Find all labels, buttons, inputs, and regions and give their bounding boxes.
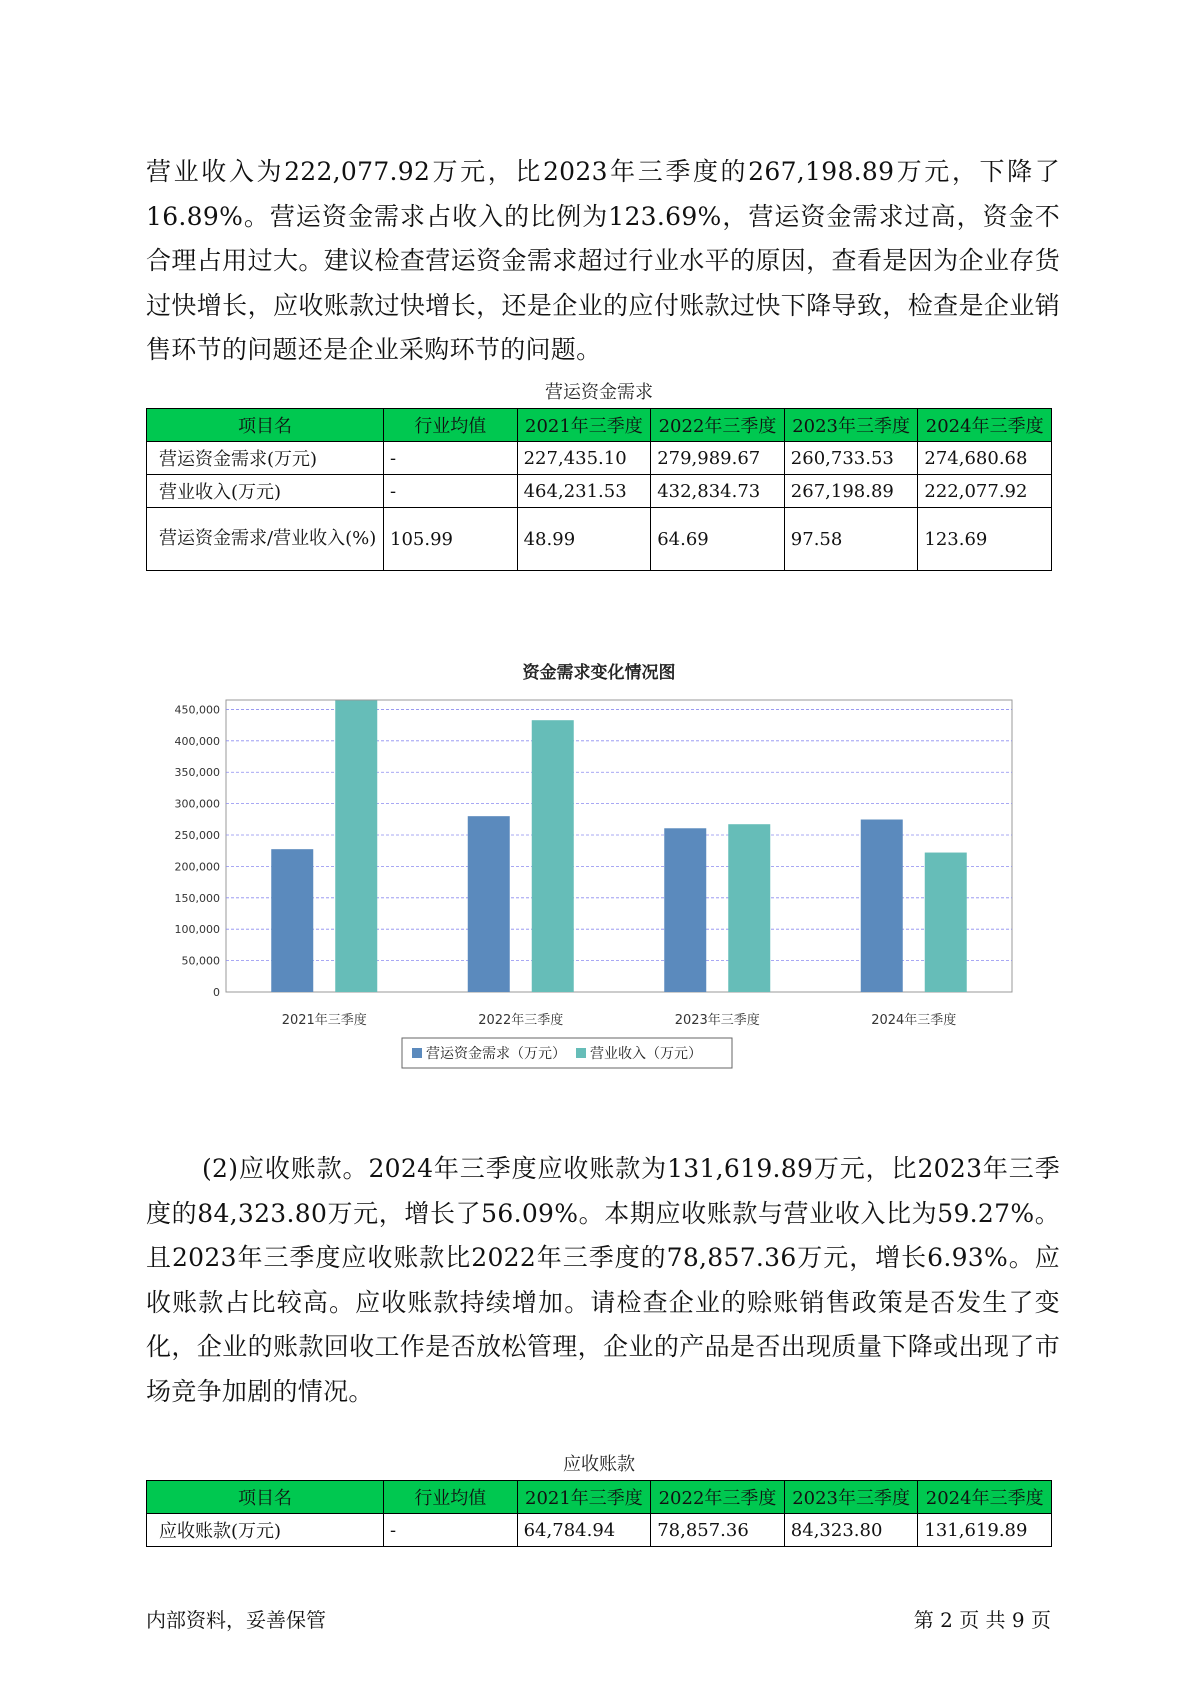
y-tick-label: 400,000 [174,734,220,748]
table-cell: 260,733.53 [784,442,918,475]
table-cell: 279,989.67 [651,442,785,475]
table-cell: 432,834.73 [651,475,785,508]
table-row [147,1514,1052,1547]
y-tick-label: 350,000 [174,766,220,780]
table-cell: 97.58 [784,508,918,571]
bar-revenue [925,853,967,992]
table-cell: 222,077.92 [918,475,1052,508]
row-label: 营运资金需求/营业收入(%) [147,508,384,571]
table-header-row [147,1481,1052,1514]
table-cell: 227,435.10 [517,442,651,475]
bar-capital-demand [468,816,510,992]
y-tick-label: 300,000 [174,797,220,811]
y-tick-label: 150,000 [174,891,220,905]
bar-capital-demand [271,849,313,992]
table-cell: 84,323.80 [784,1514,918,1547]
row-label: 应收账款(万元) [147,1514,384,1547]
y-tick-label: 50,000 [181,954,220,968]
body-paragraph-2: (2)应收账款。2024年三季度应收账款为131,619.89万元，比2023年三季度的84,323.80万元，增长了56.09%。本期应收账款与营业收入比为59.27%。且2023年三季度应收账款比2022年三季度的78,857.36万元，增长6.93%。应收账款占比较高。应收账款持续增加。请检查企业的赊账销售政策是否发生了变化，企业的账款回收工作是否放松管理，企业的产品是否出现质量下降或出现了市场竞争加剧的情况。 [146,1154,1060,1406]
bar-revenue [532,720,574,992]
legend-label: 营业收入（万元） [590,1046,702,1062]
legend-swatch [412,1048,422,1058]
header-cell: 项目名 [147,1481,384,1514]
table-cell: 64,784.94 [517,1514,651,1547]
working-capital-table [146,408,1052,571]
header-cell: 2024年三季度 [918,1481,1052,1514]
receivables-table [146,1480,1052,1547]
x-tick-label: 2021年三季度 [281,1013,367,1028]
table-cell: - [384,442,518,475]
bar-revenue [728,824,770,992]
y-tick-label: 250,000 [174,829,220,843]
table-row [147,442,1052,475]
header-cell: 2024年三季度 [918,409,1052,442]
header-cell: 行业均值 [384,1481,518,1514]
bar-revenue [335,700,377,992]
x-tick-label: 2023年三季度 [674,1013,760,1028]
header-cell: 项目名 [147,409,384,442]
table-cell: - [384,475,518,508]
header-cell: 2022年三季度 [651,1481,785,1514]
bar-capital-demand [664,828,706,992]
chart-title: 资金需求变化情况图 [522,663,676,683]
x-tick-label: 2024年三季度 [871,1013,957,1028]
header-cell: 2021年三季度 [517,1481,651,1514]
footer-confidential-note: 内部资料，妥善保管 [146,1608,326,1632]
y-tick-label: 200,000 [174,860,220,874]
table-cell: 464,231.53 [517,475,651,508]
table-header-row [147,409,1052,442]
chart-svg [146,650,1052,1110]
legend-swatch [576,1048,586,1058]
table-cell: 78,857.36 [651,1514,785,1547]
table-cell: 131,619.89 [918,1514,1052,1547]
table-caption-receivables: 应收账款 [563,1454,635,1475]
y-tick-label: 450,000 [174,703,220,717]
table-cell: - [384,1514,518,1547]
y-tick-label: 0 [213,986,220,999]
footer-page-number: 第 2 页 共 9 页 [913,1608,1051,1632]
header-cell: 2023年三季度 [784,1481,918,1514]
table-cell: 267,198.89 [784,475,918,508]
table-cell: 48.99 [517,508,651,571]
header-cell: 2023年三季度 [784,409,918,442]
row-label: 营运资金需求(万元) [147,442,384,475]
header-cell: 2021年三季度 [517,409,651,442]
table-cell: 123.69 [918,508,1052,571]
table-row [147,508,1052,571]
y-tick-label: 100,000 [174,923,220,937]
x-tick-label: 2022年三季度 [478,1013,564,1028]
table-row [147,475,1052,508]
table-cell: 105.99 [384,508,518,571]
table-caption-working-capital: 营运资金需求 [545,382,653,403]
table-cell: 64.69 [651,508,785,571]
table-cell: 274,680.68 [918,442,1052,475]
header-cell: 2022年三季度 [651,409,785,442]
legend-label: 营运资金需求（万元） [426,1046,566,1062]
body-paragraph-1: 营业收入为222,077.92万元，比2023年三季度的267,198.89万元，下降了16.89%。营运资金需求占收入的比例为123.69%，营运资金需求过高，资金不合理占用过大。建议检查营运资金需求超过行业水平的原因，查看是因为企业存货过快增长，应收账款过快增长，还是企业的应付账款过快下降导致，检查是企业销售环节的问题还是企业采购环节的问题。 [146,157,1060,364]
capital-demand-chart [146,650,1052,1110]
header-cell: 行业均值 [384,409,518,442]
row-label: 营业收入(万元) [147,475,384,508]
bar-capital-demand [861,820,903,992]
